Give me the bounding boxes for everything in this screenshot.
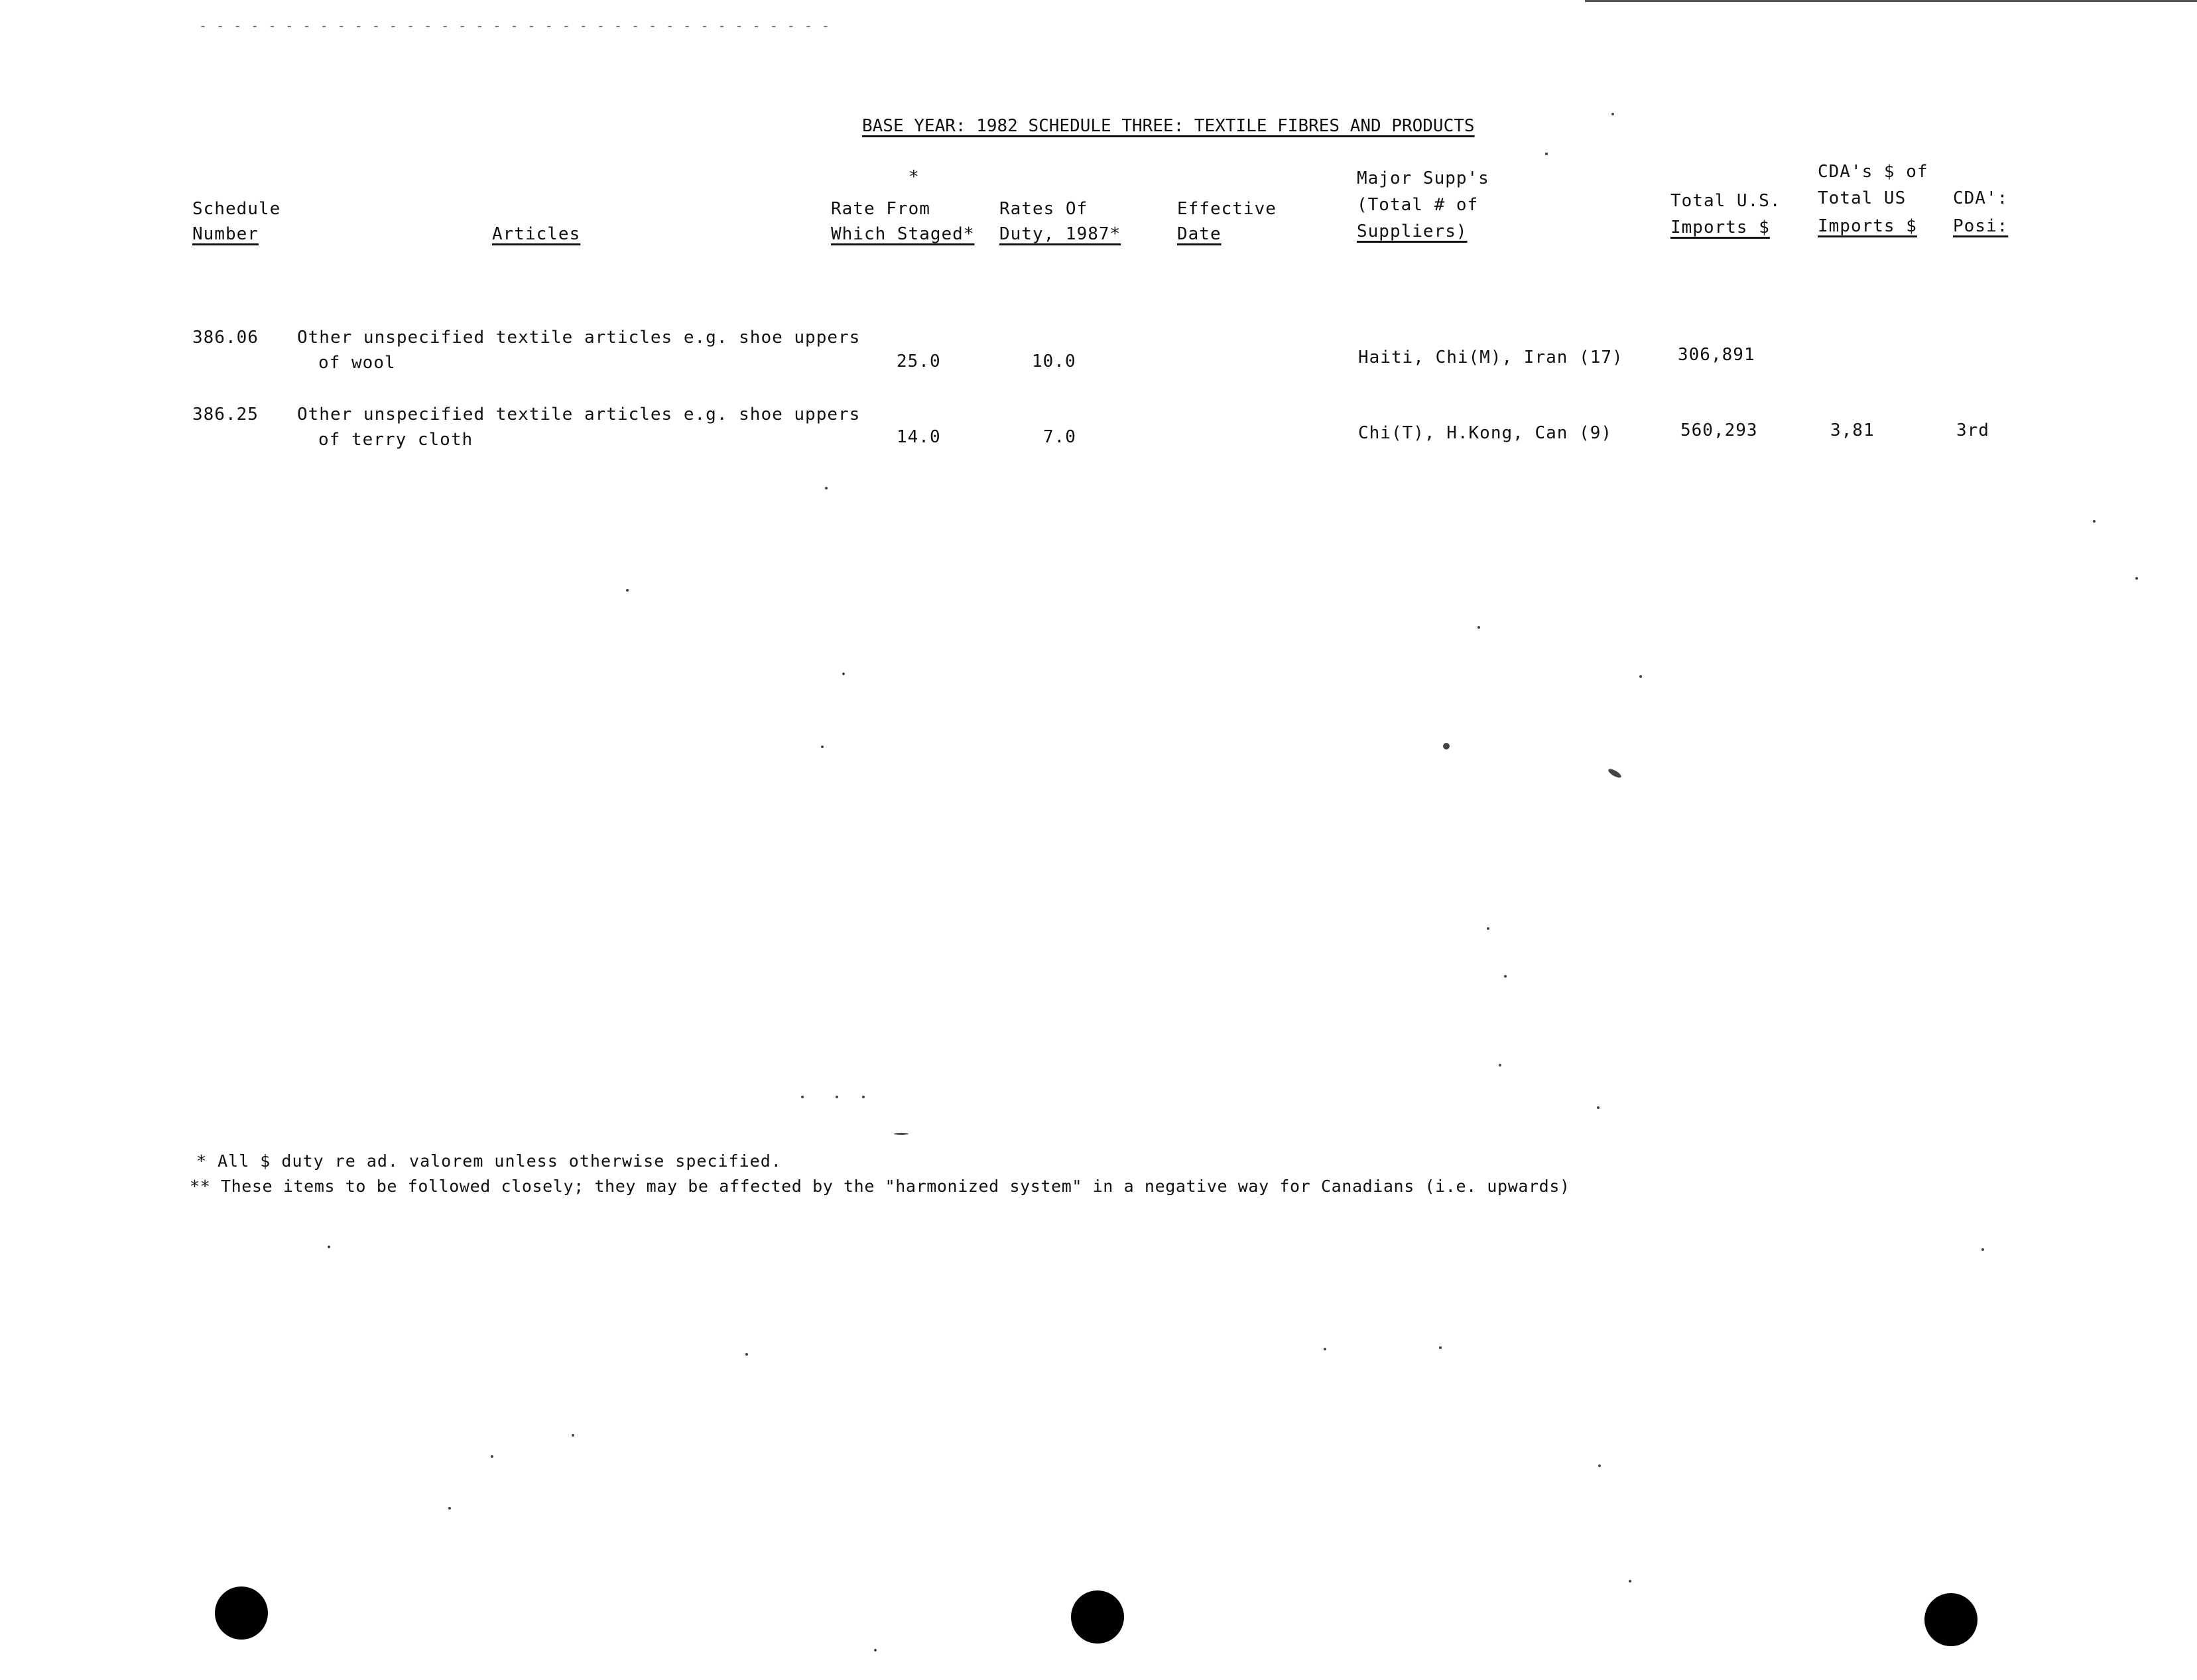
page-title: BASE YEAR: 1982 SCHEDULE THREE: TEXTILE FIBRES AND PRODUCTS [862,116,1475,136]
row-article-line1: Other unspecified textile articles e.g. shoe uppers [297,405,861,424]
header-cda-share-2: Total US [1818,188,1907,208]
header-total-imports-1: Total U.S. [1670,191,1781,211]
binder-hole [1071,1590,1124,1644]
header-rates-of-duty-1: Rates Of [999,199,1088,219]
row-rate-from: 25.0 [897,352,941,371]
scan-speck [1598,1464,1601,1467]
header-articles: Articles [492,224,581,244]
footnote: ** These items to be followed closely; they may be affected by the "harmonized system" in a negative way for Canadians (i.e. upwards) [190,1177,1570,1196]
header-major-suppliers-3: Suppliers) [1357,222,1468,241]
row-article-line2: of wool [318,353,396,373]
scan-speck [1443,743,1450,749]
scan-speck [328,1246,330,1248]
scan-speck [1545,153,1548,155]
row-rate-duty: 7.0 [1043,427,1076,447]
row-cda-position: 3rd [1956,420,1989,440]
scan-speck [491,1455,493,1458]
header-major-suppliers-1: Major Supp's [1357,168,1489,188]
scan-speck [874,1649,877,1651]
scan-speck [745,1353,748,1356]
header-rate-from-2: Which Staged* [831,224,975,244]
header-rate-from-1: Rate From [831,199,930,219]
scan-speck [1629,1580,1631,1583]
header-cda-share-3: Imports $ [1818,216,1917,236]
scan-speck [842,673,845,675]
header-rates-of-duty-2: Duty, 1987* [999,224,1121,244]
row-total-imports: 306,891 [1678,345,1755,365]
scan-speck [1639,675,1642,678]
header-cda-position-2: Posi: [1953,216,2009,236]
scan-speck [1477,626,1480,629]
scan-speck [1504,975,1507,978]
scan-speck [836,1096,838,1098]
header-rate-from-mark: * [909,167,920,187]
row-article-line1: Other unspecified textile articles e.g. shoe uppers [297,328,861,348]
scan-speck [1597,1106,1600,1109]
scan-speck [2093,520,2096,523]
header-major-suppliers-2: (Total # of [1357,195,1479,215]
header-cda-position-1: CDA': [1953,188,2009,208]
scan-speck [821,745,824,748]
scan-speck [626,589,629,592]
row-cda-share: 3,81 [1830,420,1875,440]
scan-speck [572,1434,574,1437]
row-suppliers: Chi(T), H.Kong, Can (9) [1358,423,1613,443]
header-effective-date-1: Effective [1177,199,1277,219]
row-rate-from: 14.0 [897,427,941,447]
header-schedule-number-2: Number [192,224,259,244]
row-schedule-number: 386.25 [192,405,259,424]
header-fragment: - - - - - - - - - - - - - - - - - - - - - - - - - - - - - - - - - - - - - [199,18,830,34]
scan-edge-line [1585,0,2197,2]
scan-speck [1981,1248,1984,1251]
header-cda-share-1: CDA's $ of [1818,162,1928,182]
row-article-line2: of terry cloth [318,430,473,450]
scan-speck [1487,927,1489,930]
header-total-imports-2: Imports $ [1670,218,1770,237]
scan-speck [825,487,828,489]
binder-hole [215,1586,268,1640]
scan-speck [894,1133,909,1135]
footnote: * All $ duty re ad. valorem unless otherwise specified. [196,1151,782,1171]
row-total-imports: 560,293 [1680,420,1758,440]
scan-speck [2135,577,2138,580]
row-schedule-number: 386.06 [192,328,259,348]
scan-speck [1439,1346,1442,1349]
header-effective-date-2: Date [1177,224,1222,244]
scan-speck [1499,1064,1501,1066]
binder-hole [1924,1593,1977,1646]
row-suppliers: Haiti, Chi(M), Iran (17) [1358,348,1623,367]
header-schedule-number-1: Schedule [192,199,281,219]
row-rate-duty: 10.0 [1032,352,1076,371]
scan-speck [1607,767,1622,779]
scan-speck [448,1507,451,1510]
scan-speck [1611,113,1614,115]
scan-speck [862,1096,865,1098]
scan-speck [801,1096,804,1098]
scan-speck [1324,1348,1326,1350]
